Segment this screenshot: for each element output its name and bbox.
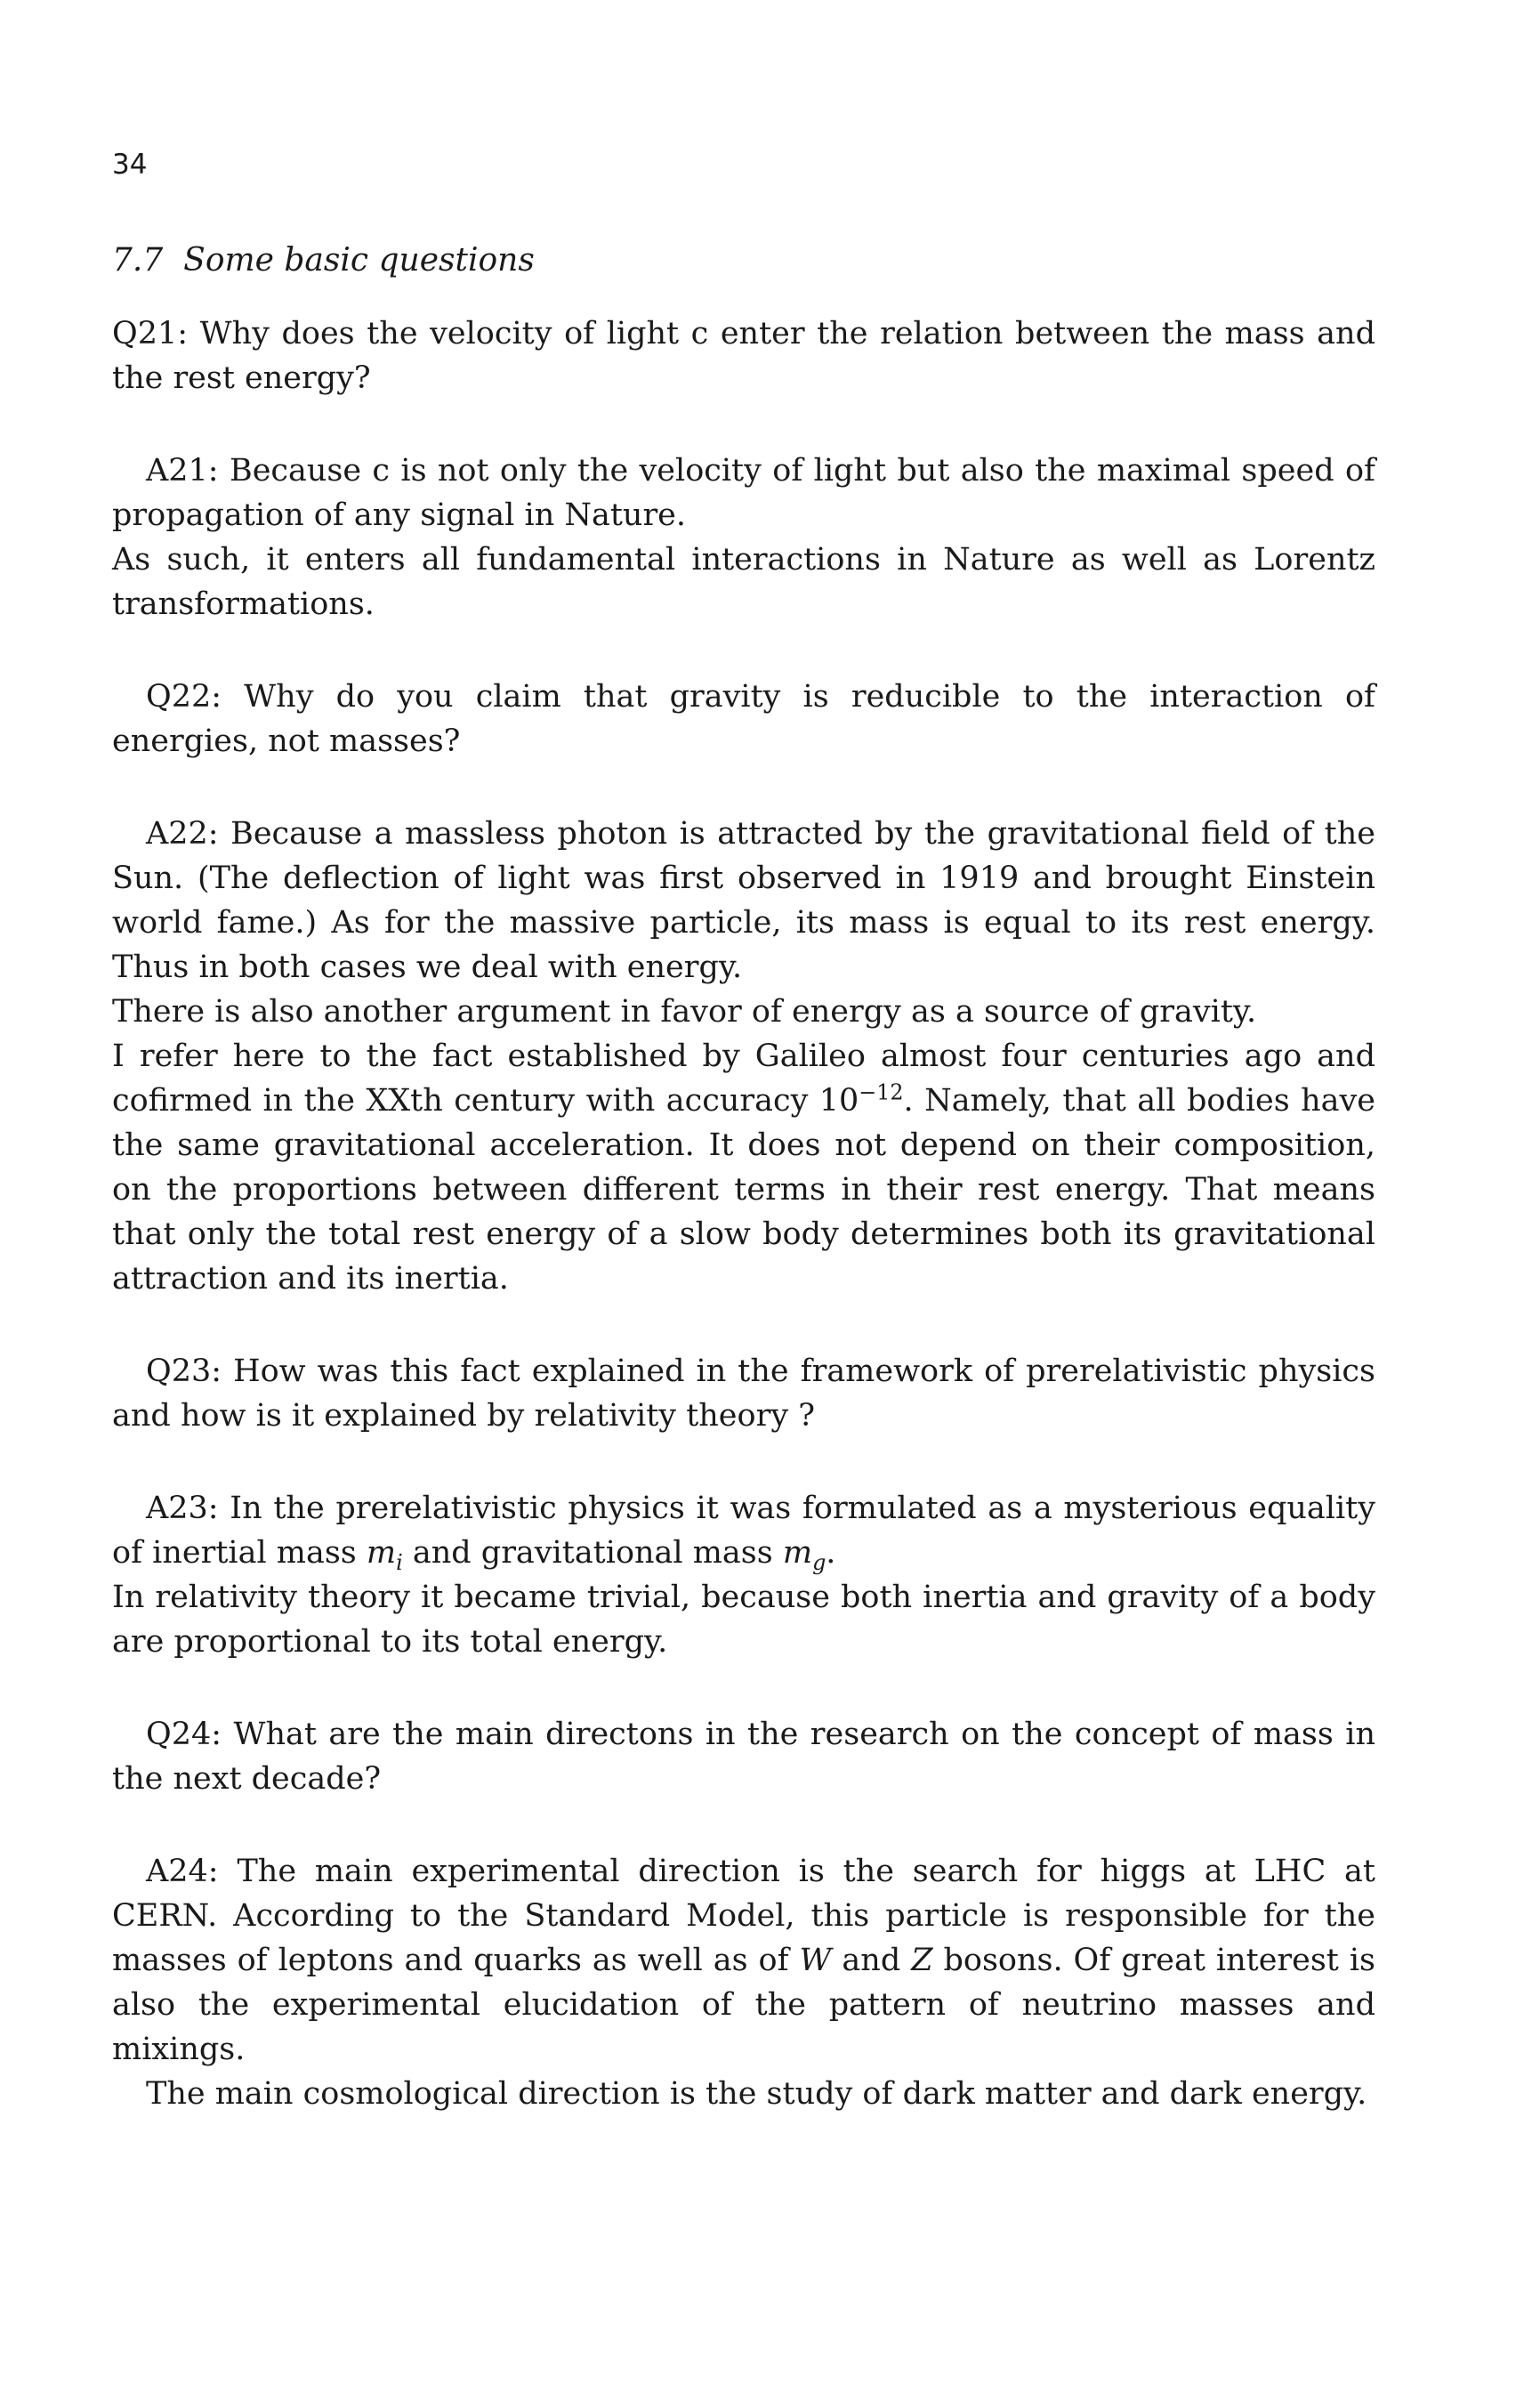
spacer xyxy=(112,1664,1375,1712)
answer-23 xyxy=(112,1486,1375,1575)
answer-21-continued: As such, it enters all fundamental interactions in Nature as well as Lorentz transformations. xyxy=(112,542,1375,622)
question-label: Q24: xyxy=(146,1717,222,1752)
answer-text: and xyxy=(831,1943,912,1978)
gravitational-mass-symbol: m xyxy=(782,1535,813,1571)
qa-body xyxy=(112,311,1375,2116)
inertial-mass-symbol: m xyxy=(366,1535,397,1571)
answer-label: A21: xyxy=(146,453,219,489)
section-title: Some basic questions xyxy=(183,242,535,279)
answer-label: A22: xyxy=(146,816,219,852)
answer-22 xyxy=(112,812,1375,990)
spacer xyxy=(112,1301,1375,1349)
question-text: Why does the velocity of light c enter the relation between the mass and the rest energy? xyxy=(112,316,1375,396)
spacer xyxy=(112,764,1375,812)
z-boson-symbol: Z xyxy=(911,1943,933,1978)
question-23 xyxy=(112,1349,1375,1438)
answer-21 xyxy=(112,449,1375,537)
page-number: 34 xyxy=(112,149,148,181)
w-boson-symbol: W xyxy=(799,1943,832,1978)
question-22 xyxy=(112,675,1375,764)
answer-24 xyxy=(112,1849,1375,2072)
answer-24-cosmology: The main cosmological direction is the study of dark matter and dark energy. xyxy=(146,2076,1367,2112)
question-24 xyxy=(112,1712,1375,1801)
answer-text: The main experimental direction is the search for higgs at LHC at CERN. According to the Standard Model, this particle is responsible for the masses of leptons and quarks as well as of xyxy=(112,1854,1375,1978)
section-number: 7.7 xyxy=(112,242,164,279)
question-text: What are the main directons in the research on the concept of mass in the next decade? xyxy=(112,1717,1375,1797)
answer-text: and gravitational mass xyxy=(402,1535,783,1571)
question-21 xyxy=(112,311,1375,400)
exponent: −12 xyxy=(859,1079,904,1105)
inertial-mass-subscript: i xyxy=(396,1550,403,1575)
section-heading xyxy=(112,240,535,281)
question-text: How was this fact explained in the framework of prerelativistic physics and how is it explained by relativity theory ? xyxy=(112,1354,1375,1434)
answer-text: . Namely, that all bodies have the same gravitational acceleration. It does not depend on their composition, on the proportions between different terms in their rest energy. That means that only the total rest energy of a slow body determines both its gravitational attraction and its inertia. xyxy=(112,1083,1375,1297)
answer-22-argument: There is also another argument in favor of energy as a source of gravity. xyxy=(112,994,1257,1030)
answer-text: In the prerelativistic physics it was formulated as a mysterious equality of inertial mass xyxy=(112,1491,1375,1571)
question-label: Q23: xyxy=(146,1354,222,1389)
answer-text: Because a massless photon is attracted by the gravitational field of the Sun. (The deflection of light was first observed in 1919 and brought Einstein world fame.) As for the massive particle, its mass is equal to its rest energy. Thus in both cases we deal with energy. xyxy=(112,816,1375,985)
question-label: Q21: xyxy=(112,316,189,352)
answer-label: A24: xyxy=(146,1854,219,1889)
question-label: Q22: xyxy=(146,679,222,715)
spacer xyxy=(112,626,1375,675)
question-text: Why do you claim that gravity is reducible to the interaction of energies, not masses? xyxy=(112,679,1375,759)
answer-text: I refer here to the fact established by Galileo almost four centuries ago and cofirmed in the XXth century with accuracy 10 xyxy=(112,1038,1375,1119)
answer-label: A23: xyxy=(146,1491,219,1526)
spacer xyxy=(112,1801,1375,1849)
answer-text: bosons. Of great interest is also the experimental elucidation of the pattern of neutrino masses and mixings. xyxy=(112,1943,1375,2067)
gravitational-mass-subscript: g xyxy=(812,1550,826,1575)
answer-23-relativity: In relativity theory it became trivial, because both inertia and gravity of a body are proportional to its total energy. xyxy=(112,1580,1375,1660)
answer-22-galileo xyxy=(112,1034,1375,1301)
answer-text: . xyxy=(826,1535,836,1571)
spacer xyxy=(112,1438,1375,1486)
spacer xyxy=(112,400,1375,449)
answer-text: Because c is not only the velocity of light but also the maximal speed of propagation of any signal in Nature. xyxy=(112,453,1375,533)
